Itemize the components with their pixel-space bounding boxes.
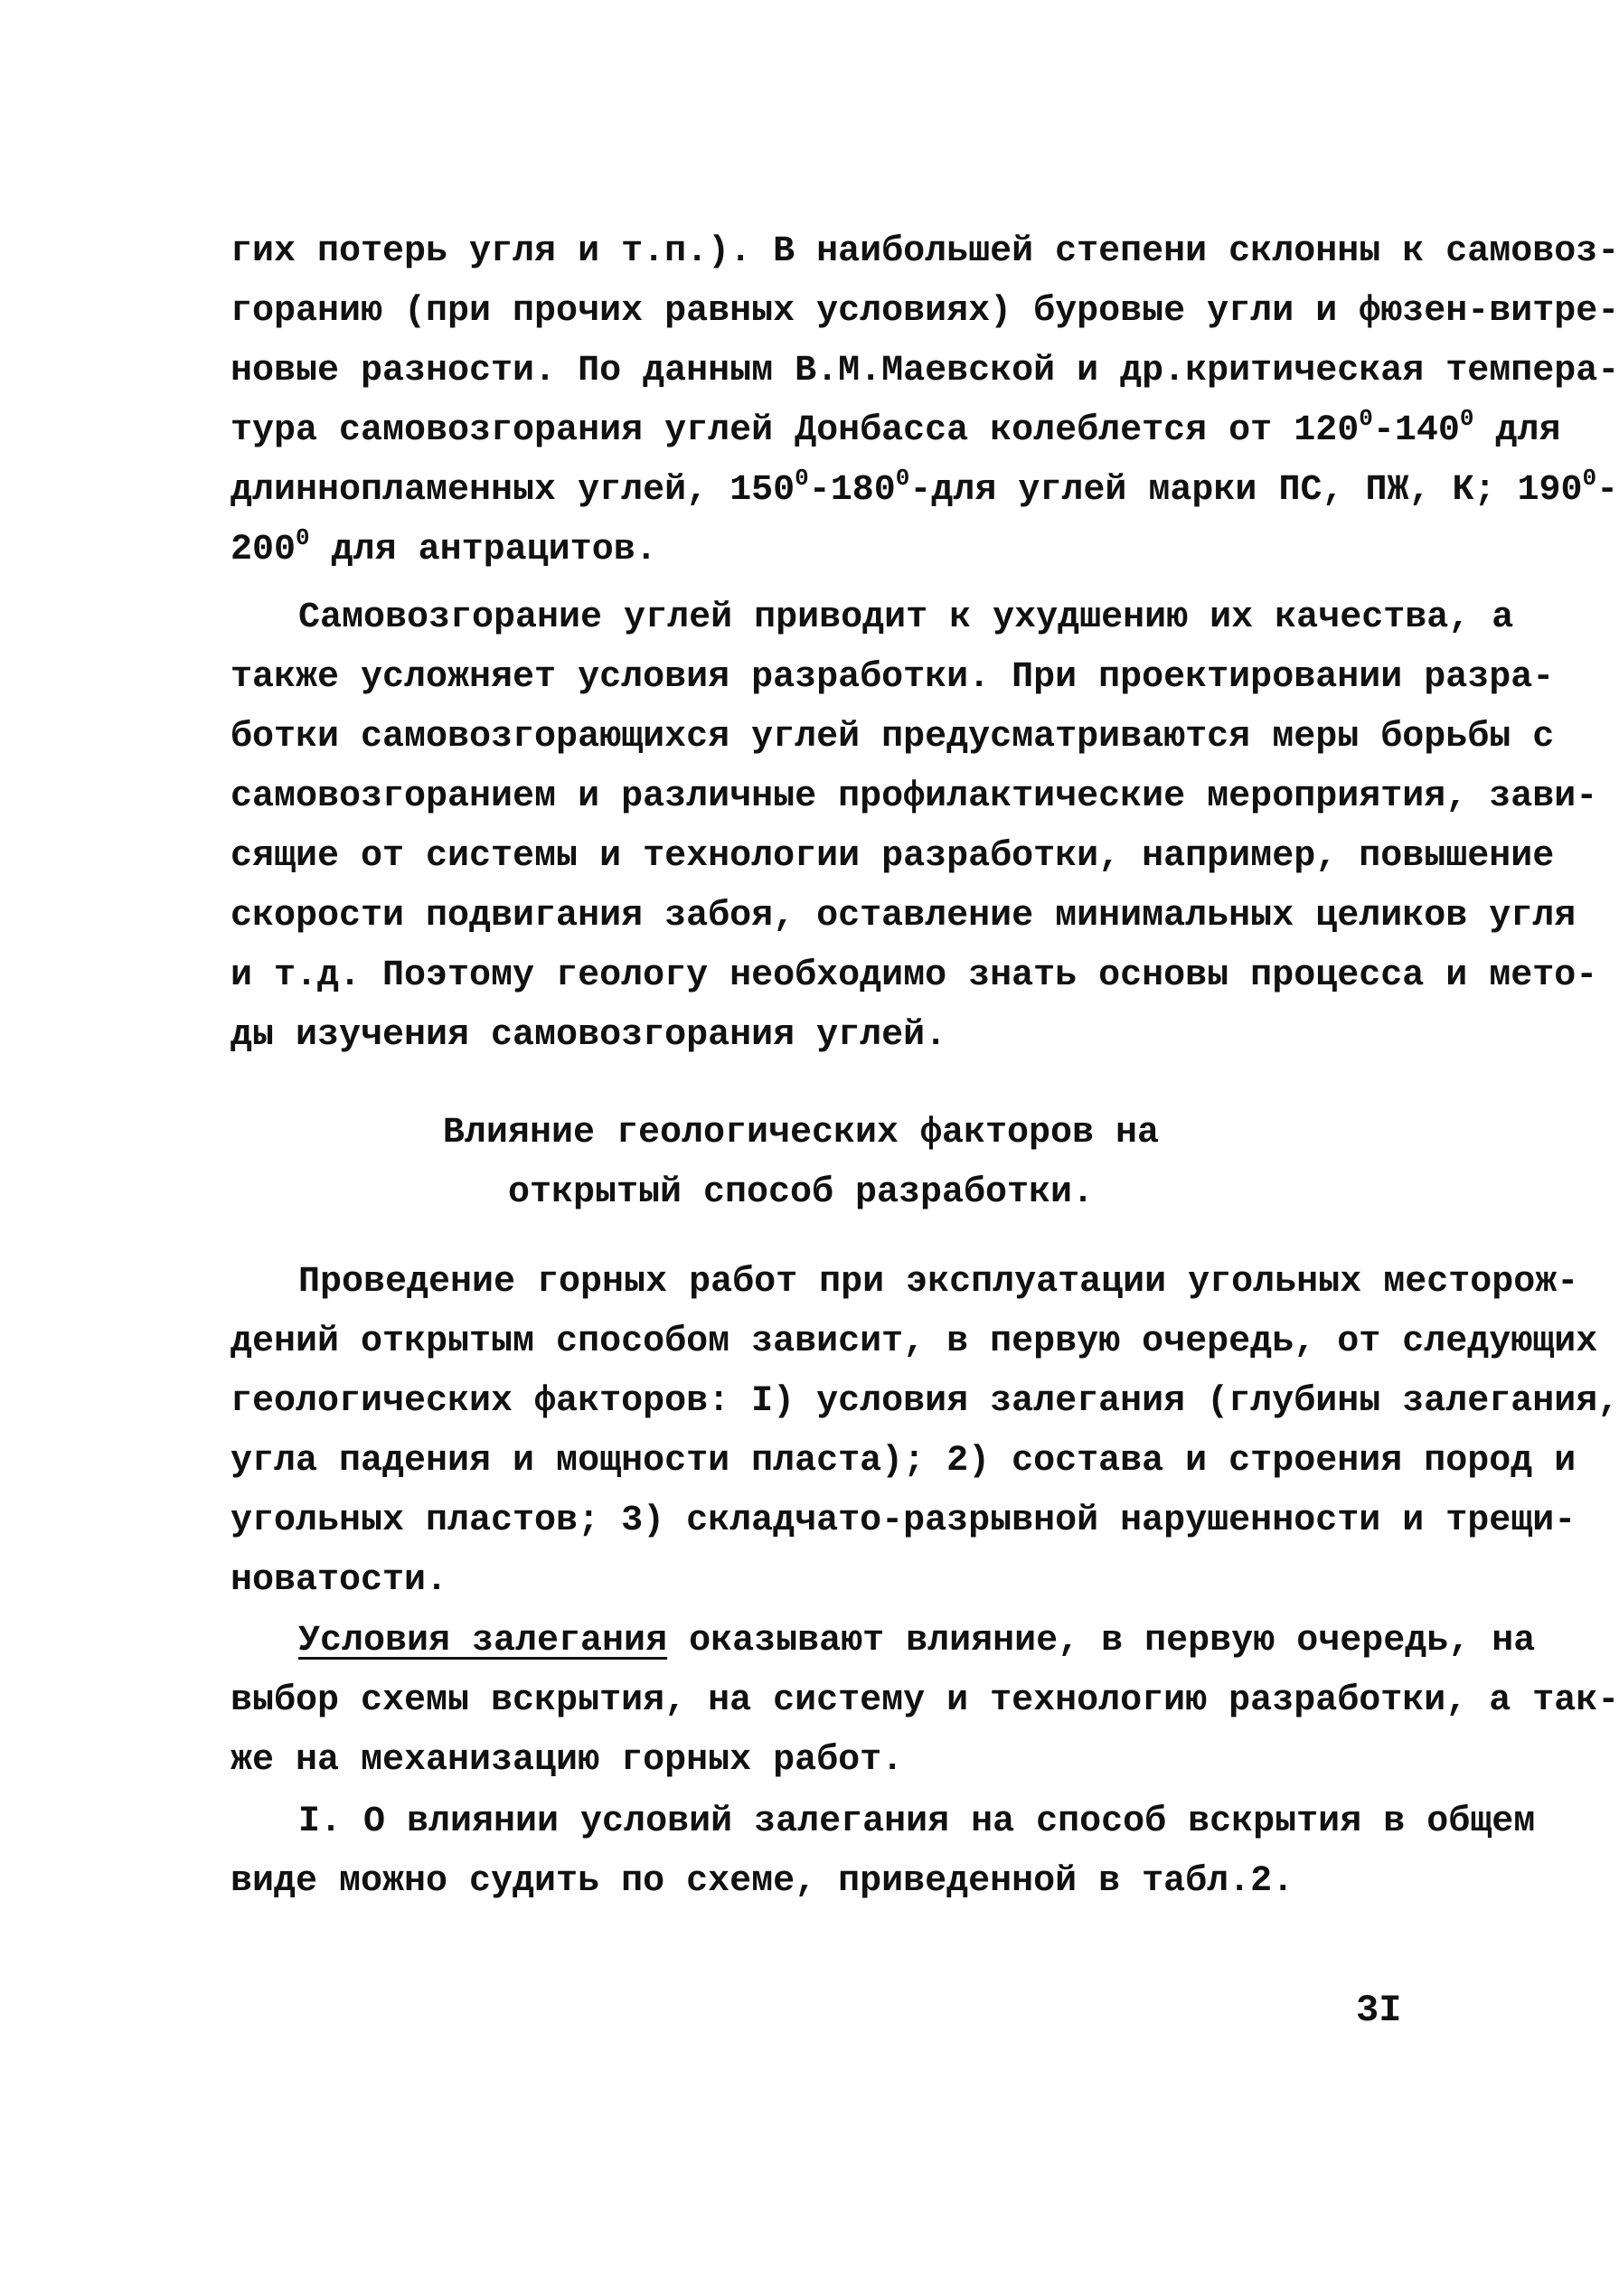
text-fragment: длиннопламенных углей, [231,470,709,511]
degree-mark: 0 [895,465,910,492]
text-line: также усложняет условия разработки. При проектировании разра- [231,657,1555,698]
text-line: I. О влиянии условий залегания на способ вскрытия в общем [298,1802,1536,1842]
degree-mark: 0 [1459,405,1474,432]
text-line: гих потерь угля и т.п.). В наибольшей степени склонны к самовоз- [231,231,1619,272]
temperature-value: 180 [830,470,896,511]
text-line: новые разности. По данным В.М.Маевской и др.критическая темпера- [231,351,1619,391]
text-line: самовозгоранием и различные профилактические мероприятия, зави- [231,776,1598,817]
text-fragment: -для углей марки ПС, ПЖ, К; [909,470,1496,511]
temperature-value: 140 [1394,410,1460,451]
temperature-value: 200 [231,530,297,570]
text-line: ботки самовозгорающихся углей предусматриваются меры борьбы с [231,717,1555,757]
text-fragment: - [1596,470,1619,511]
underlined-term: Условия залегания [298,1621,668,1661]
text-fragment: для [1495,410,1561,451]
degree-mark: 0 [296,524,310,551]
text-line: горанию (при прочих равных условиях) буровые угли и фюзен-витре- [231,291,1619,332]
text-line [231,524,657,572]
text-line: сящие от системы и технологии разработки, например, повышение [231,836,1555,877]
text-fragment: - [808,470,831,511]
text-fragment: оказывают влияние, в первую очередь, на [667,1621,1536,1661]
text-line: же на механизацию горных работ. [231,1740,904,1781]
text-line: выбор схемы вскрытия, на систему и технологию разработки, а так- [231,1680,1619,1721]
section-heading: Влияние геологических факторов на [442,1113,1160,1153]
text-line: Проведение горных работ при эксплуатации угольных месторож- [298,1262,1579,1303]
temperature-value: 150 [729,470,795,511]
text-line: скорости подвигания забоя, оставление минимальных целиков угля [231,896,1577,936]
text-line: дений открытым способом зависит, в первую очередь, от следующих [231,1322,1598,1362]
page-number: 3I [1356,1989,1402,2032]
temperature-value: 120 [1294,410,1360,451]
degree-mark: 0 [1582,465,1597,492]
text-line: виде можно судить по схеме, приведенной в табл.2. [231,1861,1294,1902]
temperature-value: 190 [1517,470,1583,511]
text-line: новатости. [231,1560,448,1601]
text-line: и т.д. Поэтому геологу необходимо знать основы процесса и мето- [231,955,1598,996]
degree-mark: 0 [795,465,809,492]
text-fragment: для антрацитов. [331,530,657,570]
text-fragment: тура самовозгорания углей Донбасса колеблется от [231,410,1273,451]
text-fragment: - [1372,410,1395,451]
text-line: геологических факторов: I) условия залегания (глубины залегания, [231,1381,1619,1422]
section-heading: открытый способ разработки. [507,1172,1095,1213]
text-line: Самовозгорание углей приводит к ухудшению их качества, а [298,598,1514,638]
text-line: ды изучения самовозгорания углей. [231,1015,947,1056]
degree-mark: 0 [1359,405,1373,432]
text-line: угла падения и мощности пласта); 2) состава и строения пород и [231,1441,1577,1482]
text-line: угольных пластов; 3) складчато-разрывной нарушенности и трещи- [231,1501,1577,1541]
text-line [231,405,1561,453]
text-line [298,1620,1535,1663]
text-line [231,465,1619,513]
